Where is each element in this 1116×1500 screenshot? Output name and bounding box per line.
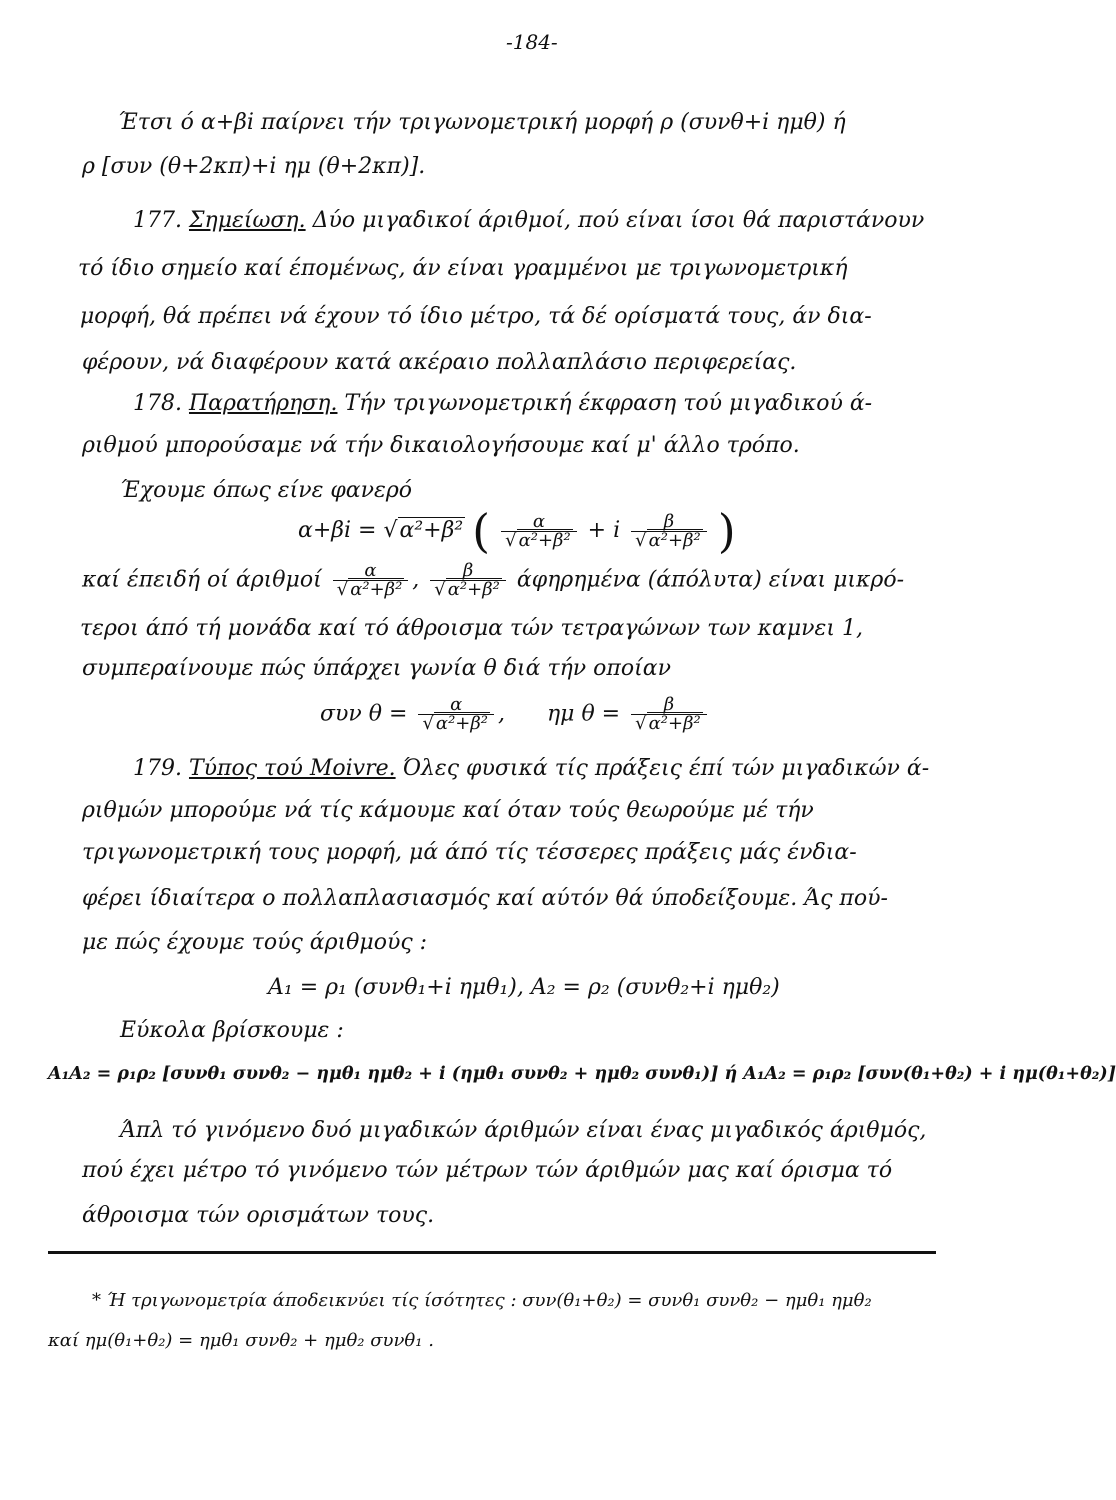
text-line: συμπεραίνουμε πώς ύπάρχει γωνία θ διά τήν οποίαν: [82, 656, 671, 681]
section-title: Σημείωση.: [188, 208, 306, 233]
section-number: 177.: [133, 208, 182, 233]
text-line: φέρει ίδιαίτερα ο πολλαπλασιασμός καί αύτόν θά ύποδείξουμε. Άς πού-: [82, 886, 888, 911]
text-line: Τήν τριγωνομετρική έκφραση τού μιγαδικού ά-: [344, 391, 873, 416]
eq-lhs: α+βi =: [298, 518, 377, 543]
text-line: τεροι άπό τή μονάδα καί τό άθροισμα τών τετραγώνων των καμνει 1,: [80, 616, 863, 641]
section-179-heading: [133, 758, 929, 780]
text-line: ριθμών μπορούμε νά τίς κάμουμε καί όταν τούς θεωρούμε μέ τήν: [82, 798, 814, 823]
text-line: Άπλ τό γινόμενο δυό μιγαδικών άριθμών είναι ένας μιγαδικός άριθμός,: [120, 1118, 927, 1143]
text-line: Εύκολα βρίσκουμε :: [120, 1018, 344, 1043]
fraction-a: $\frac{\alpha}{\text{√ α²+β²}}$: [501, 513, 577, 550]
eq-radical: α²+β²: [399, 518, 464, 543]
text-line: πού έχει μέτρο τό γινόμενο τών μέτρων τών άριθμών μας καί όρισμα τό: [82, 1158, 893, 1183]
text-line: τό ίδιο σημείο καί έπομένως, άν είναι γραμμένοι με τριγωνομετρική: [78, 256, 848, 281]
text-line: Έτσι ό α+βi παίρνει τήν τριγωνομετρική μορφή ρ (συνθ+i ημθ) ή: [118, 110, 846, 135]
section-178-heading: [133, 393, 872, 415]
text-line: με πώς έχουμε τούς άριθμούς :: [82, 930, 428, 955]
text-line: ριθμού μπορούσαμε νά τήν δικαιολογήσουμε καί μ' άλλο τρόπο.: [82, 433, 800, 458]
fraction-a: $\frac{\alpha}{\text{√ α²+β²}}$: [418, 696, 494, 733]
section-177-heading: [133, 210, 924, 232]
text-line: Όλες φυσικά τίς πράξεις έπί τών μιγαδικών ά-: [402, 756, 930, 781]
paren-open: (: [472, 504, 491, 558]
fraction-b: $\frac{\beta}{\text{√ α²+β²}}$: [631, 513, 707, 550]
equation-polar-form: α+βi = √α²+β² ( $\frac{\alpha}{\text{√ α²+β²}}$ + i $\frac{\beta}{\text{√ α²+β²}}$ ): [298, 504, 736, 558]
fraction-b: $\frac{\beta}{\text{√ α²+β²}}$: [430, 562, 506, 599]
section-title: Τύπος τού Moivre.: [188, 756, 396, 781]
paren-close: ): [717, 504, 736, 558]
text-line: μορφή, θά πρέπει νά έχουν τό ίδιο μέτρο, τά δέ ορίσματά τους, άν δια-: [80, 304, 872, 329]
text-line: ρ [συν (θ+2κπ)+i ημ (θ+2κπ)].: [82, 154, 426, 179]
fraction-b: $\frac{\beta}{\text{√ α²+β²}}$: [631, 696, 707, 733]
section-number: 178.: [133, 391, 182, 416]
footnote-line: * Ή τριγωνομετρία άποδεικνύει τίς ίσότητες : συν(θ₁+θ₂) = συνθ₁ συνθ₂ − ημθ₁ ημθ₂: [92, 1290, 872, 1311]
equation-angle: συν θ = $\frac{\alpha}{\text{√ α²+β²}}$ , ημ θ = $\frac{\beta}{\text{√ α²+β²}}$: [320, 696, 711, 733]
page-number: -184-: [506, 30, 558, 54]
footnote-divider: [48, 1251, 936, 1254]
equation-product: A₁A₂ = ρ₁ρ₂ [συνθ₁ συνθ₂ − ημθ₁ ημθ₂ + i (ημθ₁ συνθ₂ + ημθ₂ συνθ₁)] ή A₁A₂ = ρ₁ρ₂ [συν(θ₁+θ₂) + i ημ(θ₁+θ₂)]: [48, 1064, 1116, 1084]
text-line: άθροισμα τών ορισμάτων τους.: [82, 1203, 435, 1228]
footnote-line: καί ημ(θ₁+θ₂) = ημθ₁ συνθ₂ + ημθ₂ συνθ₁ .: [48, 1330, 434, 1351]
text-line: Έχουμε όπως είνε φανερό: [120, 478, 413, 503]
section-title: Παρατήρηση.: [188, 391, 338, 416]
text-line: Δύο μιγαδικοί άριθμοί, πού είναι ίσοι θά παριστάνουν: [312, 208, 925, 233]
text-line: τριγωνομετρική τους μορφή, μά άπό τίς τέσσερες πράξεις μάς ένδια-: [82, 840, 857, 865]
equation-numbers: A₁ = ρ₁ (συνθ₁+i ημθ₁), A₂ = ρ₂ (συνθ₂+i ημθ₂): [268, 975, 780, 1000]
text-line: καί έπειδή οί άριθμοί $\frac{\alpha}{\text{√ α²+β²}}$ , $\frac{\beta}{\text{√ α²+β²}}$ άφηρημένα (άπόλυτα) είναι μικρό-: [82, 560, 905, 600]
fraction-a: $\frac{\alpha}{\text{√ α²+β²}}$: [333, 562, 409, 599]
text-line: φέρουν, νά διαφέρουν κατά ακέραιο πολλαπλάσιο περιφερείας.: [82, 350, 797, 375]
eq-plus-i: + i: [587, 518, 621, 543]
section-number: 179.: [133, 756, 182, 781]
